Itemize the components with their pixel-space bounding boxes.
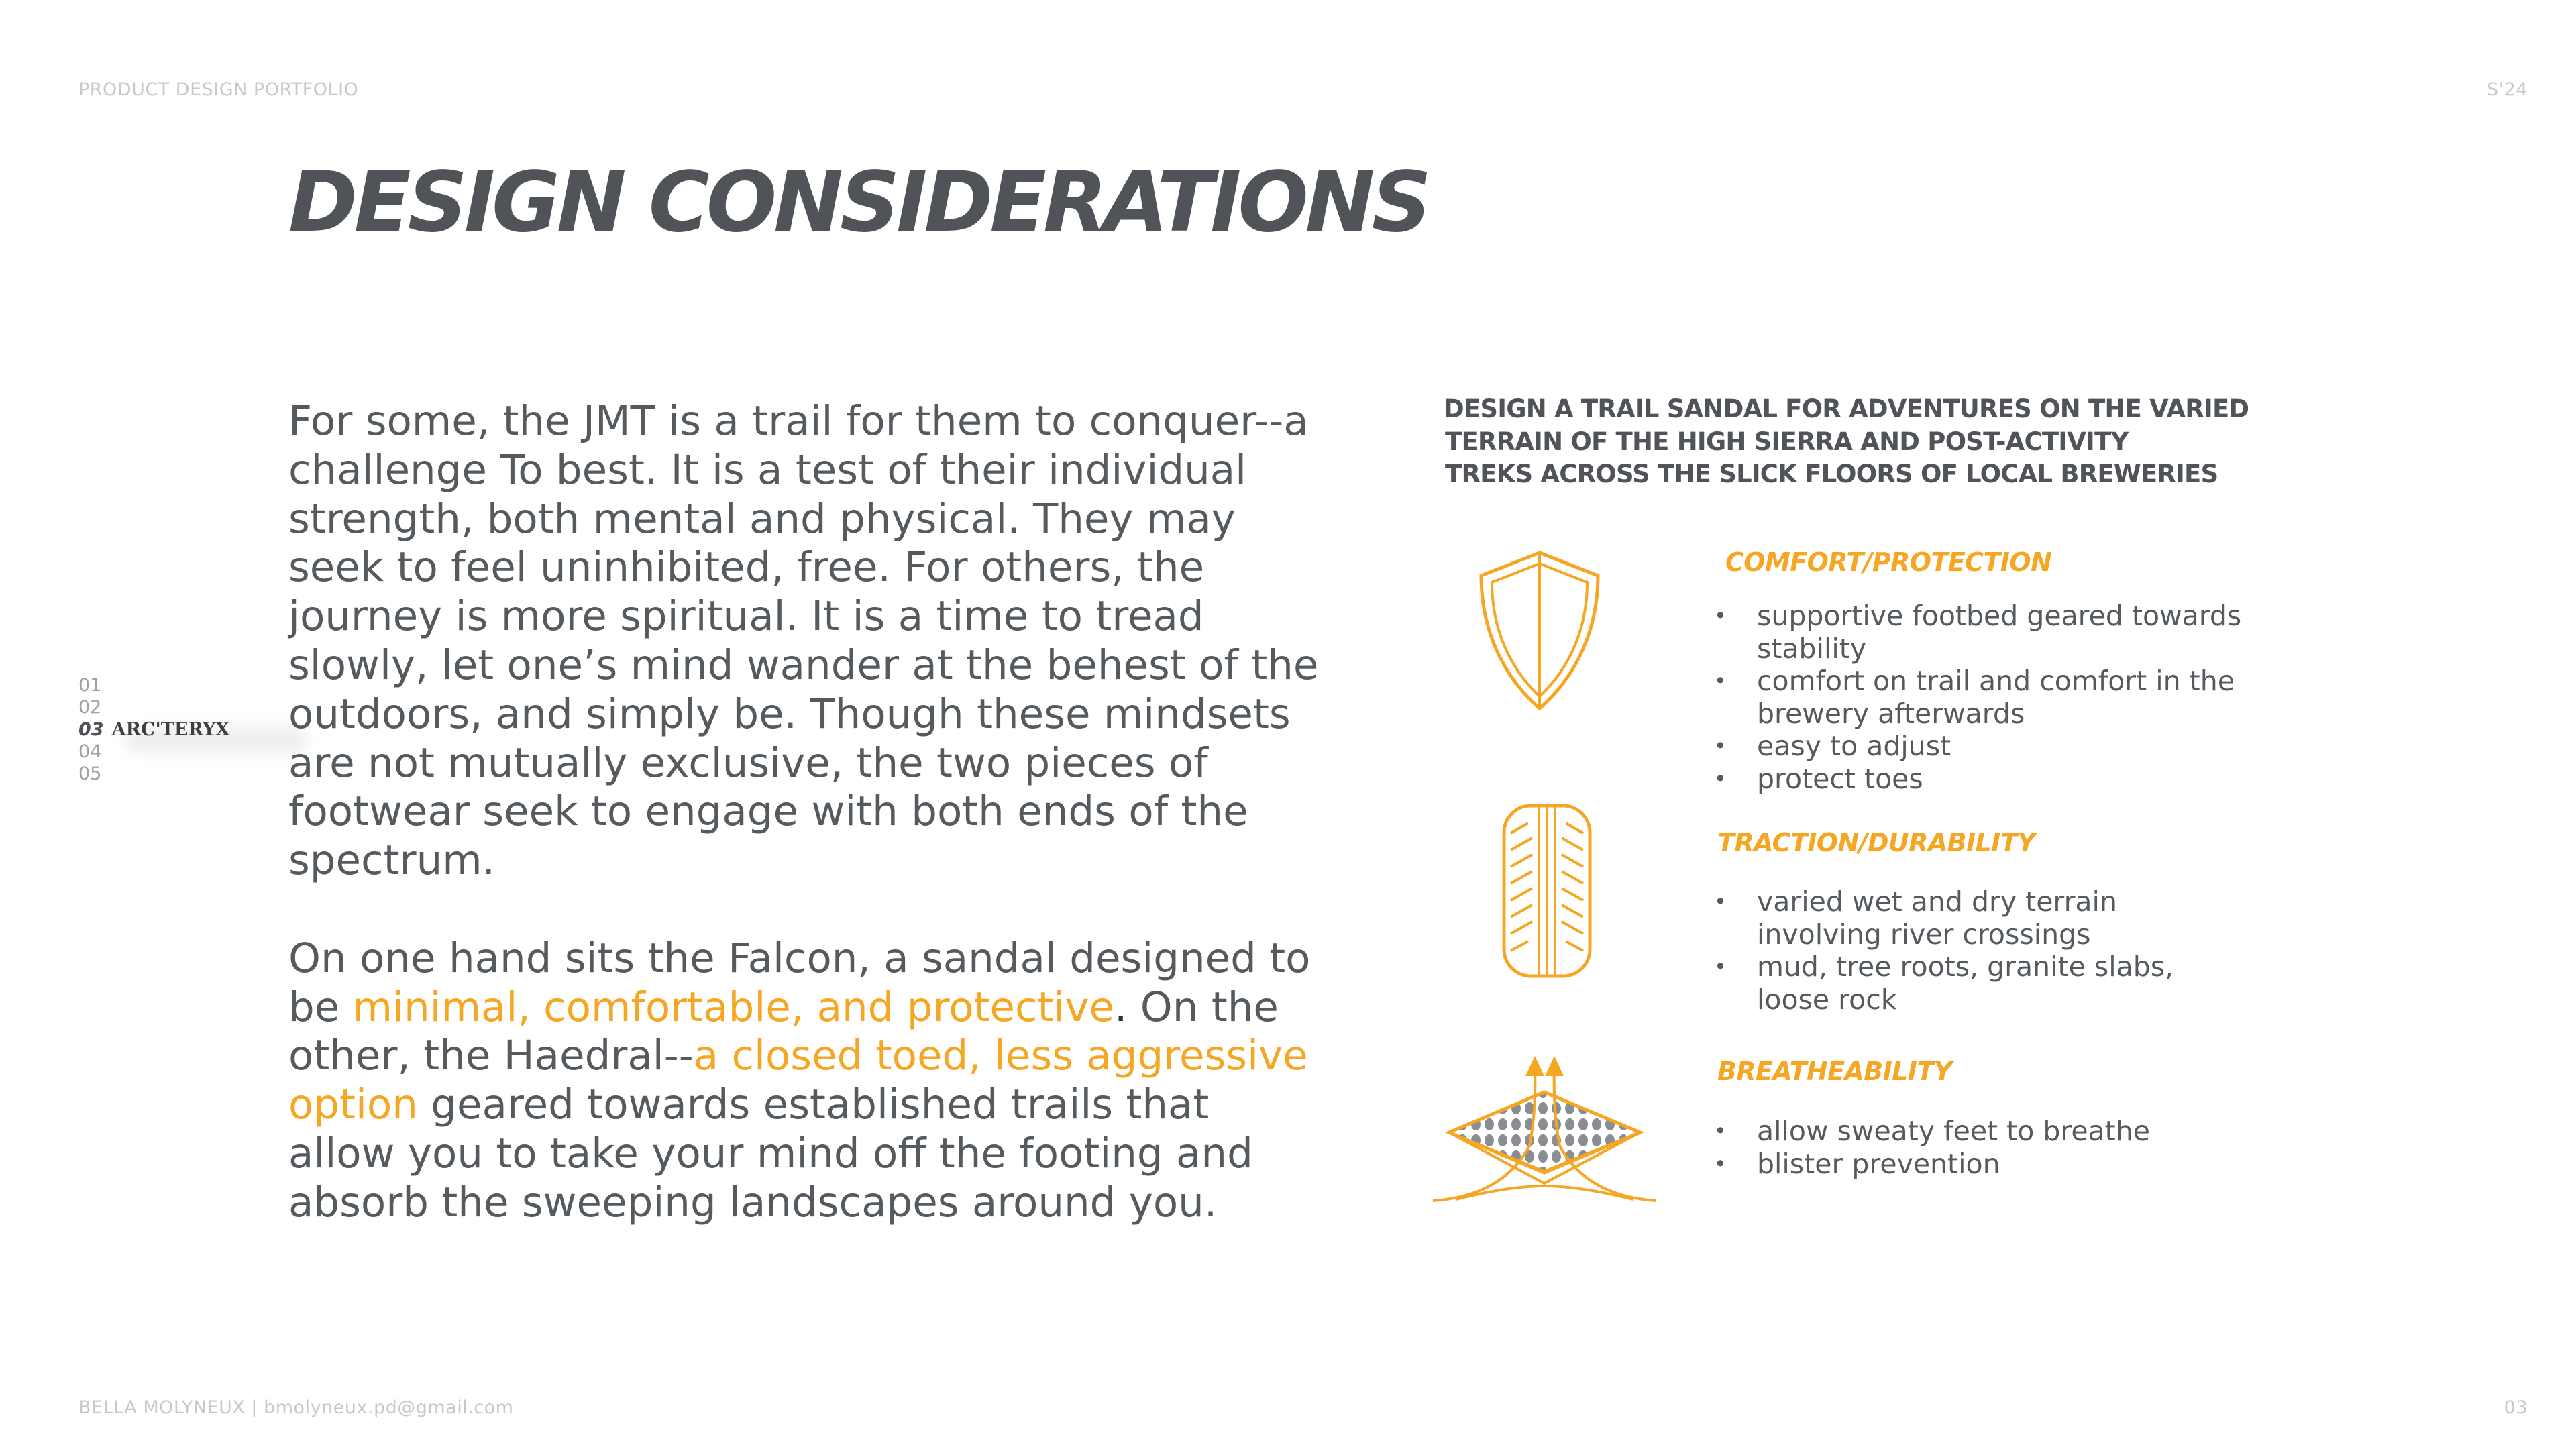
list-item: • protect toes bbox=[1714, 763, 2251, 796]
nav-item-02[interactable] bbox=[78, 696, 229, 718]
body-text bbox=[288, 397, 1322, 1228]
portfolio-header-label: PRODUCT DESIGN PORTFOLIO bbox=[78, 79, 359, 100]
body-text-run: On one hand sits the Falcon, a sandal designed to be bbox=[288, 934, 1311, 1031]
brief-line: TREKS ACROSS THE SLICK FLOORS OF LOCAL BREWERIES bbox=[1445, 460, 2218, 488]
section-nav bbox=[78, 674, 229, 785]
feature-list-comfort bbox=[1714, 600, 2251, 795]
list-item: • supportive footbed geared towards stability bbox=[1714, 600, 2251, 665]
feature-title-breathability: BREATHEABILITY bbox=[1717, 1057, 1952, 1086]
brief-line: DESIGN A TRAIL SANDAL FOR ADVENTURES ON THE VARIED bbox=[1444, 394, 2249, 423]
nav-item-01[interactable] bbox=[78, 674, 229, 696]
nav-label-arcteryx: ARC'TERYX bbox=[111, 719, 230, 740]
page-title: DESIGN CONSIDERATIONS bbox=[288, 154, 1428, 251]
body-text-run: geared towards established trails that allow you to take your mind off the footing and absorb the sweeping landscapes around you. bbox=[288, 1081, 1253, 1226]
feature-title-comfort: COMFORT/PROTECTION bbox=[1725, 547, 2052, 577]
body-text-run: On the other, the Haedral-- bbox=[288, 983, 1279, 1080]
feature-list-traction bbox=[1714, 885, 2197, 1016]
nav-number: 02 bbox=[78, 697, 102, 718]
page-number: 03 bbox=[2504, 1397, 2528, 1418]
body-paragraph-2 bbox=[288, 934, 1322, 1228]
list-item: • varied wet and dry terrain involving river crossings bbox=[1714, 885, 2197, 951]
list-item: • allow sweaty feet to breathe bbox=[1714, 1115, 2197, 1148]
feature-title-traction: TRACTION/DURABILITY bbox=[1717, 828, 2035, 857]
tread-icon bbox=[1501, 803, 1593, 979]
list-item: • easy to adjust bbox=[1714, 730, 2251, 763]
brief-line: TERRAIN OF THE HIGH SIERRA AND POST-ACTIVITY bbox=[1445, 427, 2129, 456]
list-item: • mud, tree roots, granite slabs, loose rock bbox=[1714, 951, 2197, 1016]
shield-icon bbox=[1476, 549, 1603, 713]
nav-number: 03 bbox=[78, 719, 104, 740]
author-contact: BELLA MOLYNEUX | bmolyneux.pd@gmail.com bbox=[78, 1397, 514, 1418]
highlight-falcon: minimal, comfortable, and protective bbox=[352, 983, 1114, 1031]
nav-number: 01 bbox=[78, 675, 102, 696]
nav-number: 04 bbox=[78, 741, 102, 762]
feature-list-breathability bbox=[1714, 1115, 2197, 1180]
nav-item-05[interactable] bbox=[78, 763, 229, 785]
body-paragraph-1: For some, the JMT is a trail for them to conquer--a challenge To best. It is a test of their individual strength, both mental and physical. They may seek to feel uninhibited, free. For others, the journey is more spiritual. It is a time to tread slowly, let one’s mind wander at the behest of the outdoors, and simply be. Though these mindsets are not mutually exclusive, the two pieces of footwear seek to engage with both ends of the spectrum. bbox=[288, 397, 1319, 885]
semester-label: S'24 bbox=[2487, 79, 2528, 100]
mesh-breathe-icon bbox=[1429, 1052, 1660, 1213]
nav-label-shadow bbox=[125, 728, 307, 752]
nav-number: 05 bbox=[78, 763, 102, 784]
body-text-period: . bbox=[1114, 983, 1128, 1031]
list-item: • blister prevention bbox=[1714, 1148, 2197, 1181]
list-item: • comfort on trail and comfort in the brewery afterwards bbox=[1714, 665, 2251, 730]
design-brief bbox=[1444, 393, 2282, 491]
highlight-haedral: a closed toed, less aggressive option bbox=[288, 1032, 1308, 1129]
